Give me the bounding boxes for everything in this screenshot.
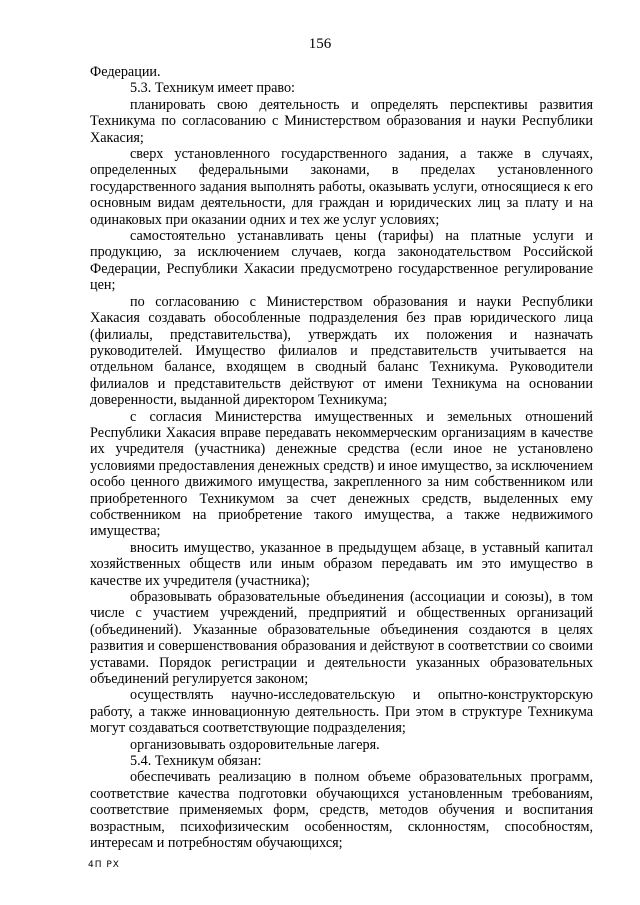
paragraph: обеспечивать реализацию в полном объеме образовательных программ, соответствие качества подготовки обучающихся установленным требованиям, соответствие применяемых форм, средств, методов обучения и воспитания возрастным, психофизическим особенностям, склонностям, способностям, интересам и потребностям обучающихся; xyxy=(90,769,593,852)
paragraph: с согласия Министерства имущественных и земельных отношений Республики Хакасия вправе передавать некоммерческим организациям в качестве их учредителя (участника) денежные средства (если иное не установлено условиями предоставления денежных средств) и иное имущество, за исключением особо ценного движимого имущества, закрепленного за ним собственником или приобретенного Техникумом за счет денежных средств, выделенных ему собственником на приобретение такого имущества, а также недвижимого имущества; xyxy=(90,408,593,540)
paragraph: осуществлять научно-исследовательскую и опытно-конструкторскую работу, а также инновационную деятельность. При этом в структуре Техникума могут создаваться соответствующие подразделения; xyxy=(90,687,593,737)
paragraph: самостоятельно устанавливать цены (тарифы) на платные услуги и продукцию, за исключением случаев, когда законодательством Российской Федерации, Республики Хакасии предусмотрено государственное регулирование цен; xyxy=(90,228,593,294)
document-body xyxy=(90,64,593,852)
paragraph: образовывать образовательные объединения (ассоциации и союзы), в том числе с участием учреждений, предприятий и общественных организаций (объединений). Указанные образовательные объединения создаются в целях развития и совершенствования образования и действуют в соответствии со своими уставами. Порядок регистрации и деятельности указанных образовательных объединений регулируется законом; xyxy=(90,589,593,688)
page-number: 156 xyxy=(308,36,332,52)
paragraph: по согласованию с Министерством образования и науки Республики Хакасия создавать обособленные подразделения без прав юридического лица (филиалы, представительства), утверждать их положения и назначать руководителей. Имущество филиалов и представительств учитывается на отдельном балансе, входящем в сводный баланс Техникума. Руководители филиалов и представительств действуют от имени Техникума на основании доверенности, выданной директором Техникума; xyxy=(90,293,593,409)
footer-mark: 4П РХ xyxy=(88,860,120,870)
paragraph: сверх установленного государственного задания, а также в случаях, определенных федеральными законами, в пределах установленного государственного задания выполнять работы, оказывать услуги, относящиеся к его основным видам деятельности, для граждан и юридических лиц за плату и на одинаковых при оказании одних и тех же услуг условиях; xyxy=(90,146,593,228)
section-heading: 5.3. Техникум имеет право: xyxy=(130,80,295,97)
paragraph: планировать свою деятельность и определять перспективы развития Техникума по согласованию с Министерством образования и науки Республики Хакасия; xyxy=(90,96,593,146)
paragraph: организовывать оздоровительные лагеря. xyxy=(130,736,380,753)
paragraph: Федерации. xyxy=(90,64,161,80)
paragraph: вносить имущество, указанное в предыдущем абзаце, в уставный капитал хозяйственных обществ или иным образом передавать им это имущество в качестве их учредителя (участника); xyxy=(90,539,593,589)
section-heading: 5.4. Техникум обязан: xyxy=(130,753,262,770)
